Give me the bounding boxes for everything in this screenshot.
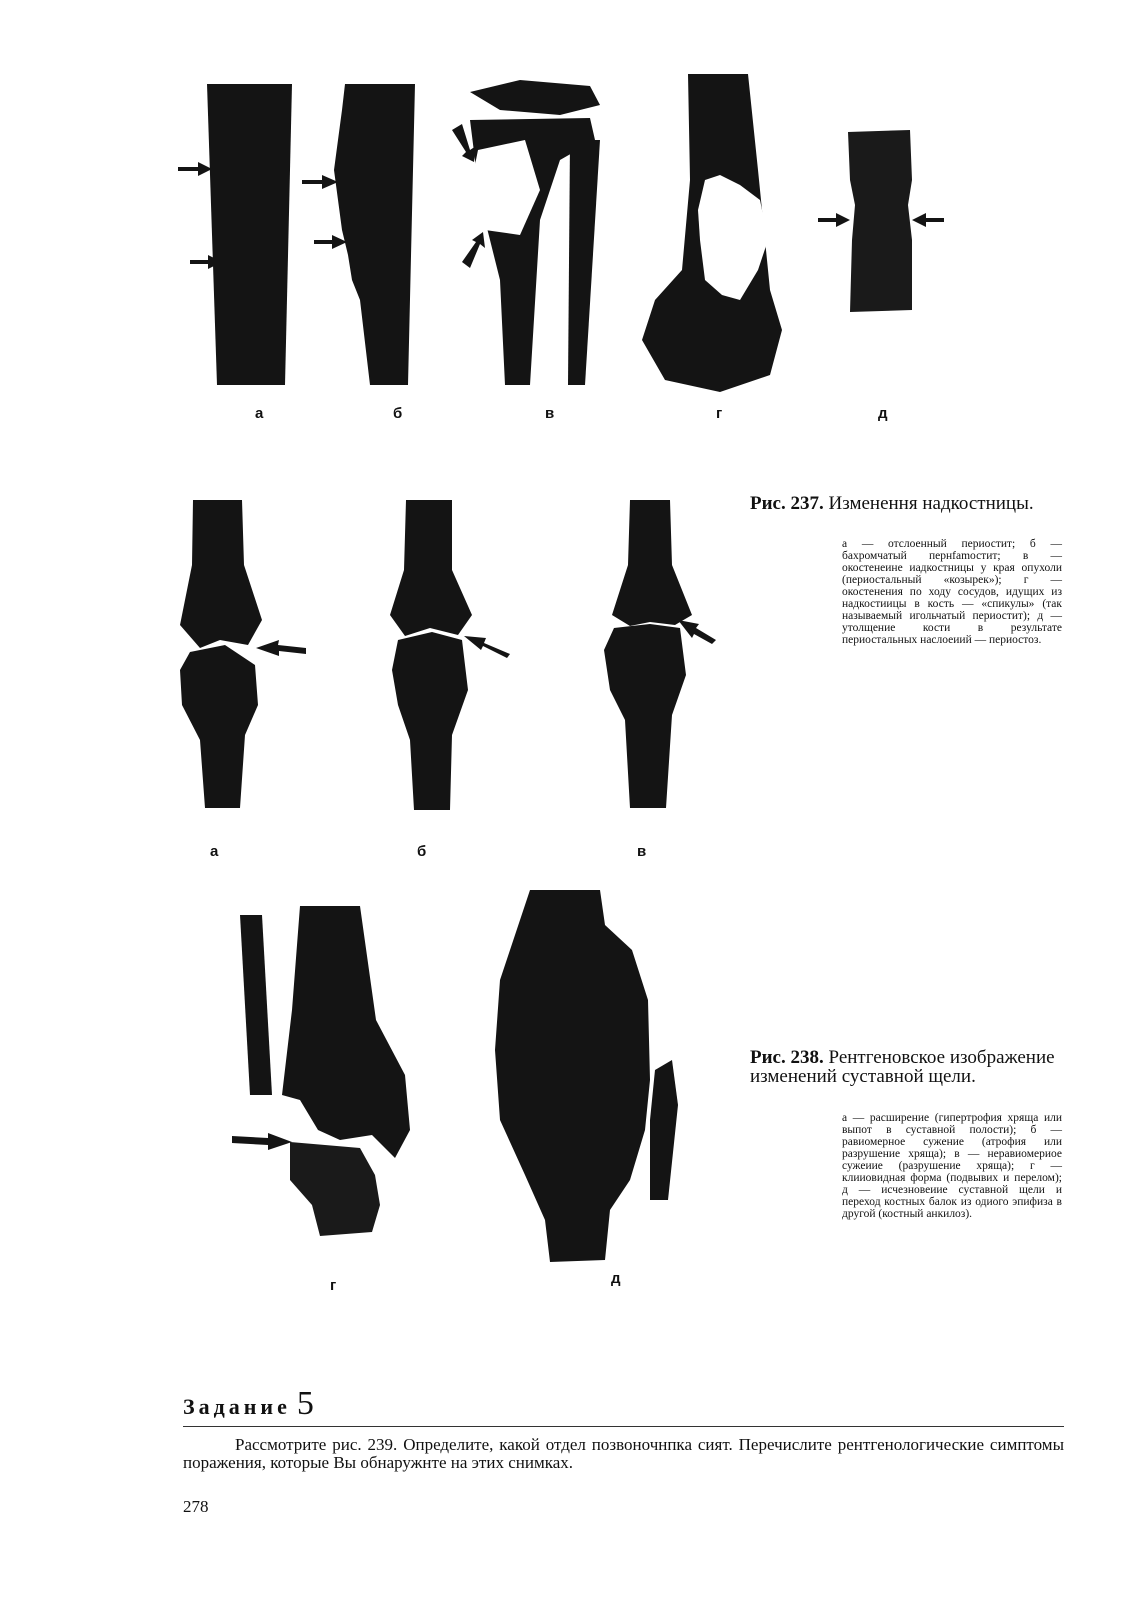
bone-237e xyxy=(848,130,912,312)
bone-237a xyxy=(207,84,292,385)
label-237d: г xyxy=(716,405,723,422)
caption-237-number: Рис. 237. xyxy=(750,493,824,514)
caption-238-heading: Рентгеновское изображение изменений суставной щели. xyxy=(750,1047,1055,1087)
label-238c: в xyxy=(637,843,647,860)
task-number: 5 xyxy=(296,1385,314,1422)
arrow-238b xyxy=(464,636,510,658)
arrow-237b-1 xyxy=(302,175,338,189)
arrow-237e-2 xyxy=(912,213,944,227)
caption-238-number: Рис. 238. xyxy=(750,1047,824,1068)
caption-238-title xyxy=(750,1048,1062,1086)
caption-237-title xyxy=(750,494,1062,513)
arrow-237c-2 xyxy=(462,232,485,268)
tibia-238b xyxy=(392,632,468,810)
femur-238a xyxy=(180,500,262,648)
femur-237c xyxy=(470,80,600,115)
tibia-238a xyxy=(180,645,258,808)
fibula-237c xyxy=(568,140,600,385)
label-237b: б xyxy=(393,405,403,422)
task-divider xyxy=(183,1426,1064,1427)
arrow-238a xyxy=(256,640,306,656)
label-238a: а xyxy=(210,843,219,860)
label-238b: б xyxy=(417,843,427,860)
label-237c: в xyxy=(545,405,555,422)
arrow-238d xyxy=(232,1133,292,1150)
fibula-238d xyxy=(240,915,272,1095)
femur-238b xyxy=(390,500,472,636)
caption-238-body: а — расширение (гипертрофия хряща или выпот в суставной полости); б — равиомерное сужение (атрофия или разрушение хряща); в — неравиомериое сужеиие (разрушение хряща); г — клииовидная форма (подвывих и перелом); д — исчезновеиие суставной щели и переход костных балок из одиого эпифиза в другой (костный анкилоз). xyxy=(842,1112,1062,1220)
task-text: Рассмотрите рис. 239. Определите, какой отдел позвоночнпка сият. Перечислите рентгенологические симптомы поражения, которые Вы обнаружнте на этих снимках. xyxy=(183,1435,1064,1472)
label-238e: д xyxy=(611,1270,621,1287)
bone-237b xyxy=(334,84,415,385)
bone-238e xyxy=(495,890,650,1262)
arrow-237b-2 xyxy=(314,235,347,249)
caption-237-body: а — отслоенный периостит; б — бахромчатый пернfamостит; в — окостенеине иадкостницы у края опухоли (периостальный «козырек»); г — окостенения по ходу сосудов, идущих из надкостиицы в кость — «спикулы» (так называемый игольчатый периостит); д — утолщение кости в результате периостальных наслоеиий — периостоз. xyxy=(842,538,1062,646)
label-237e: д xyxy=(878,405,888,422)
label-237a: а xyxy=(255,405,264,422)
task-heading xyxy=(183,1385,314,1423)
caption-237-heading: Изменення надкостницы. xyxy=(828,493,1034,514)
task-heading-word: Задание xyxy=(183,1394,291,1419)
femur-238d xyxy=(282,906,410,1158)
fibula-238e xyxy=(650,1060,678,1200)
page-number: 278 xyxy=(183,1497,209,1516)
femur-238c xyxy=(612,500,692,626)
tibia-238c xyxy=(604,624,686,808)
arrow-237e-1 xyxy=(818,213,850,227)
label-238d: г xyxy=(330,1277,337,1294)
tibia-238d xyxy=(290,1142,380,1236)
arrow-238c xyxy=(678,620,716,644)
arrow-237a-1 xyxy=(178,162,212,176)
